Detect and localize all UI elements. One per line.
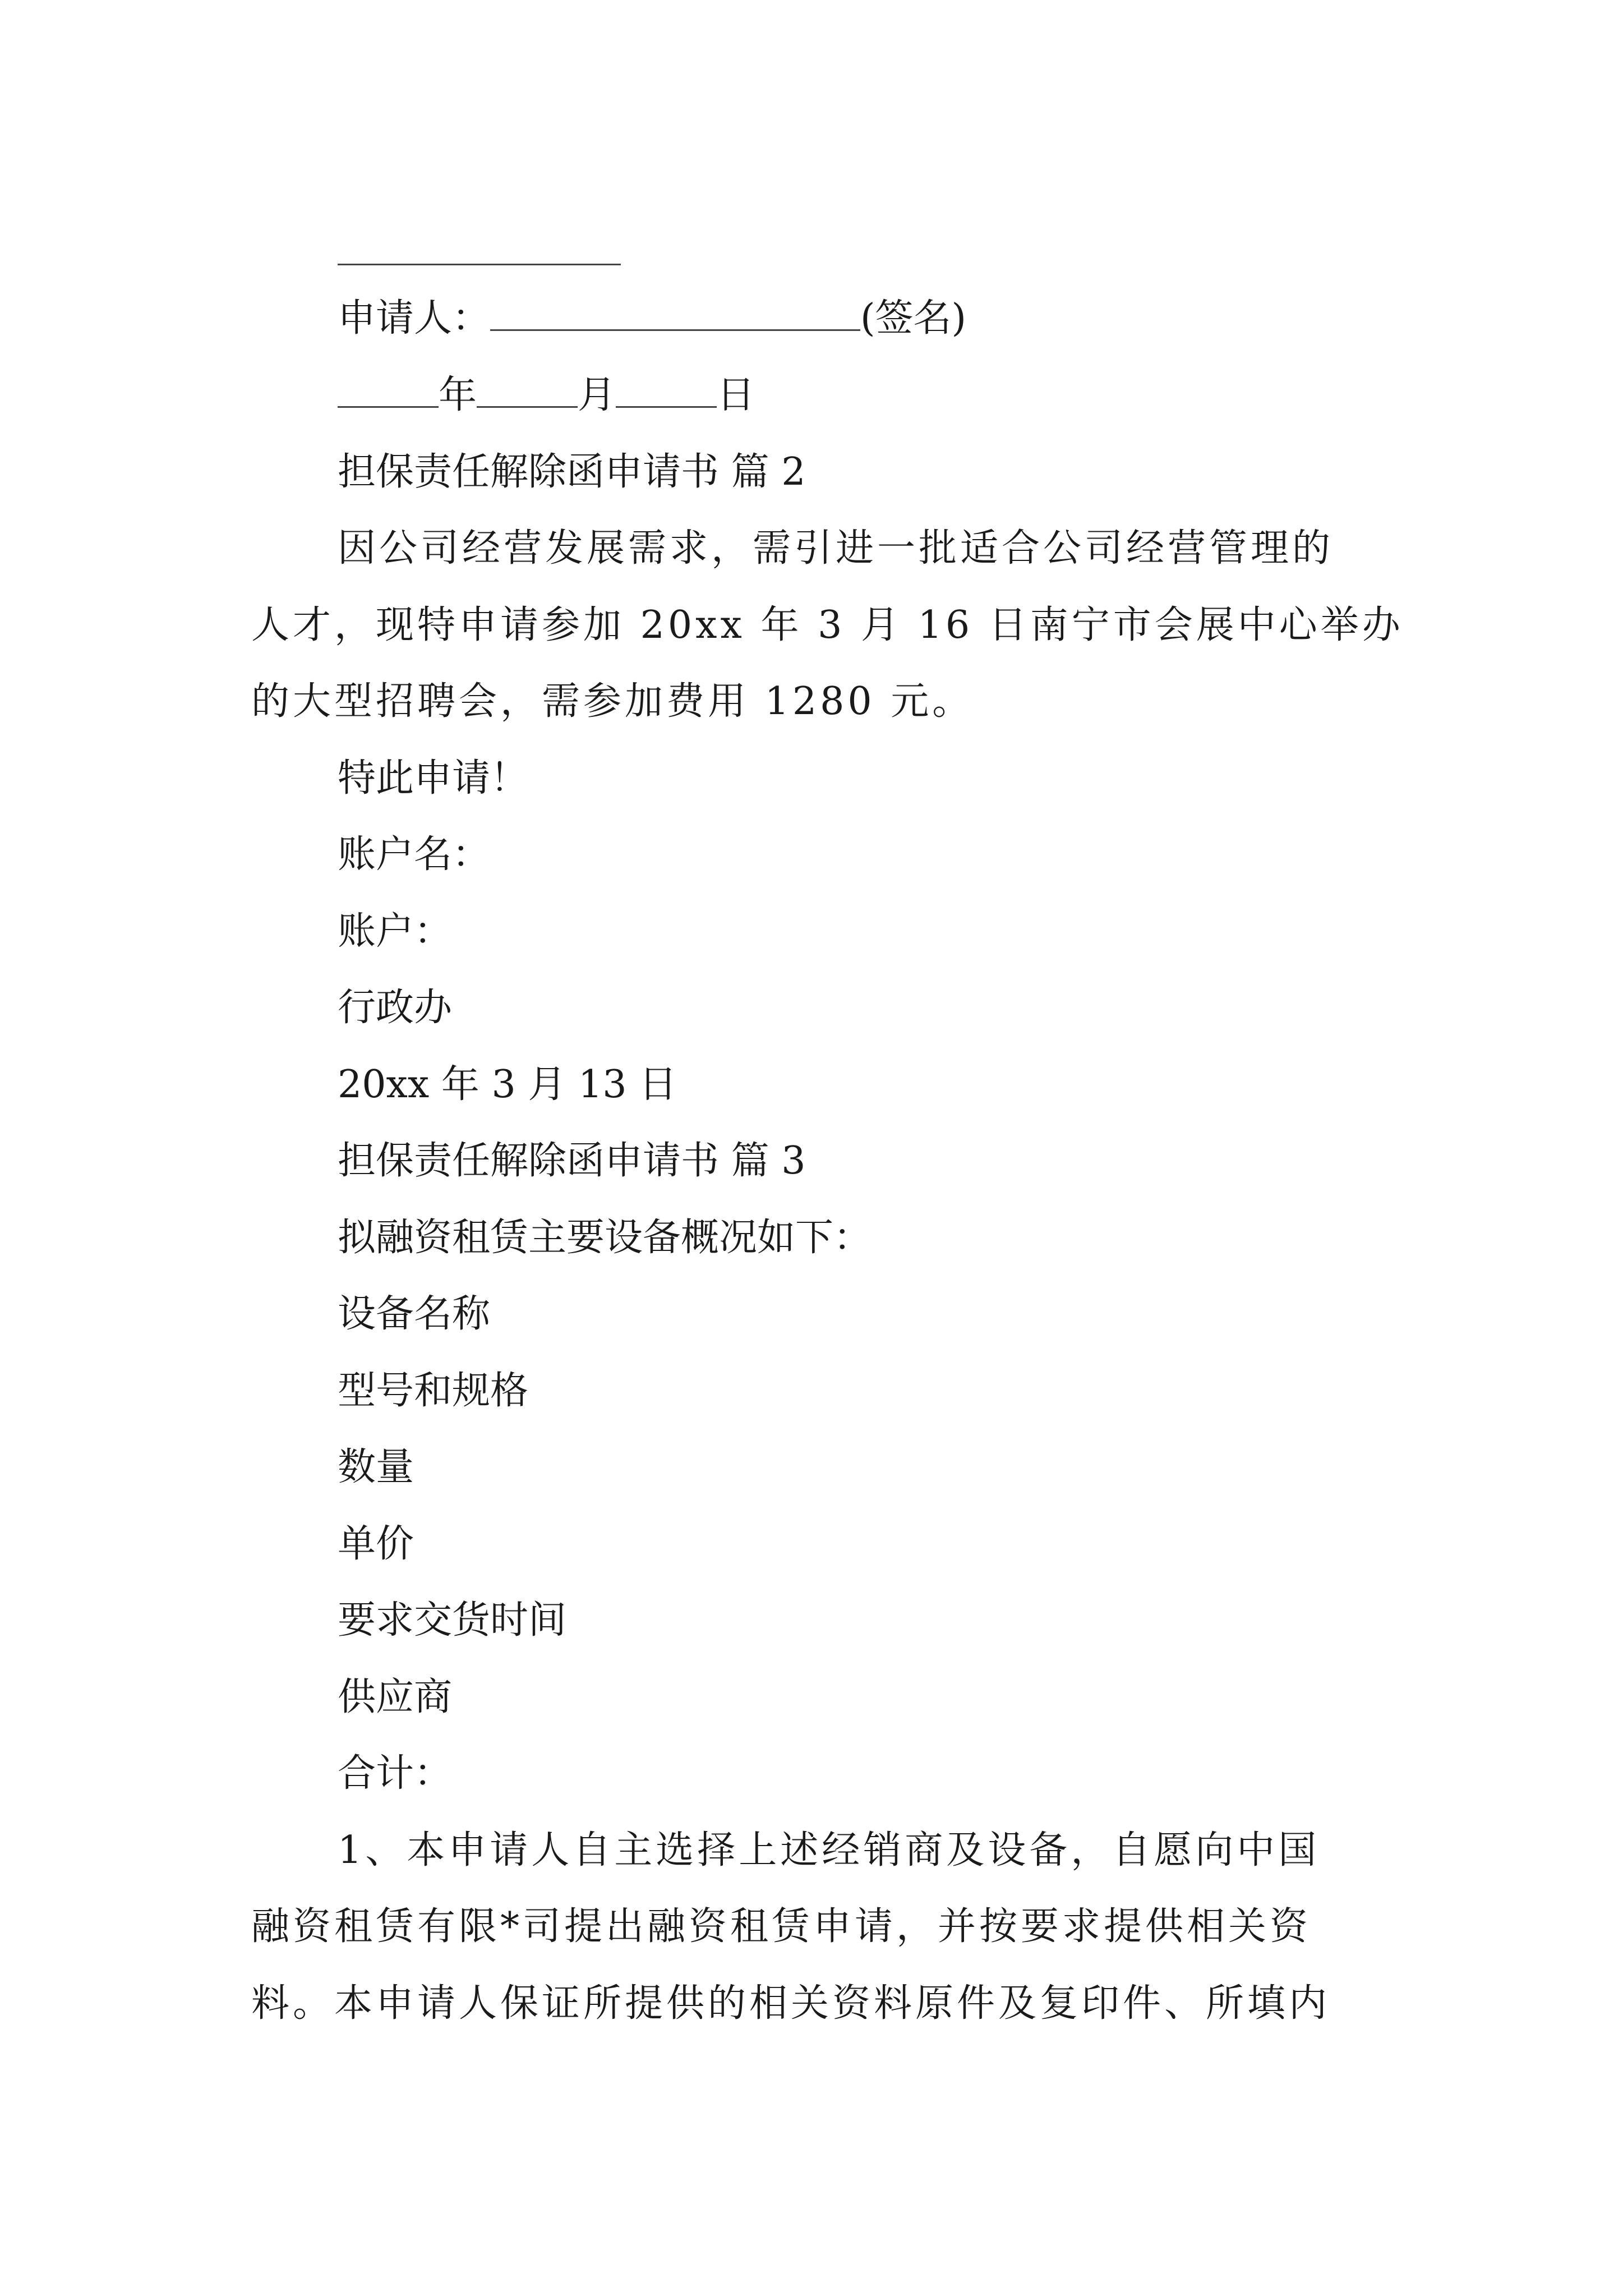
signature-suffix: (签名) (860, 296, 967, 341)
applicant-label: 申请人： (338, 296, 491, 341)
account-label: 账户： (338, 909, 453, 954)
total-label: 合计： (338, 1751, 453, 1796)
request-text: 特此申请！ (338, 756, 529, 800)
section3-para-line1: 1、本申请人自主选择上述经销商及设备，自愿向中国 (338, 1828, 1320, 1872)
section3-para-line2: 融资租赁有限*司提出融资租赁申请，并按要求提供相关资 (251, 1904, 1312, 1949)
section2-heading: 担保责任解除函申请书 篇 2 (338, 450, 806, 494)
year-blank (338, 371, 439, 408)
field-delivery-time: 要求交货时间 (338, 1598, 567, 1642)
field-supplier: 供应商 (338, 1675, 453, 1719)
field-unit-price: 单价 (338, 1522, 414, 1566)
section3-heading: 担保责任解除函申请书 篇 3 (338, 1139, 806, 1183)
day-label: 日 (717, 373, 755, 417)
top-blank-line (338, 264, 621, 265)
section3-para-line3: 料。本申请人保证所提供的相关资料原件及复印件、所填内 (251, 1981, 1331, 2026)
month-blank (477, 371, 578, 408)
section2-para-line1: 因公司经营发展需求，需引进一批适合公司经营管理的 (338, 526, 1334, 570)
date-text: 20xx 年 3 月 13 日 (338, 1062, 677, 1107)
signature-blank (490, 295, 860, 331)
section2-para-line3: 的大型招聘会，需参加费用 1280 元。 (251, 679, 974, 724)
field-quantity: 数量 (338, 1445, 414, 1489)
section3-intro: 拟融资租赁主要设备概况如下： (338, 1216, 872, 1260)
account-name-label: 账户名： (338, 832, 491, 877)
year-label: 年 (439, 373, 477, 417)
section2-para-line2: 人才，现特申请参加 20xx 年 3 月 16 日南宁市会展中心举办 (251, 603, 1404, 647)
day-blank (616, 371, 717, 408)
field-equipment-name: 设备名称 (338, 1292, 491, 1336)
date-fill-line (0, 370, 1623, 421)
signature-line (0, 293, 1623, 344)
department-label: 行政办 (338, 986, 453, 1030)
month-label: 月 (578, 373, 616, 417)
field-model-spec: 型号和规格 (338, 1369, 529, 1413)
